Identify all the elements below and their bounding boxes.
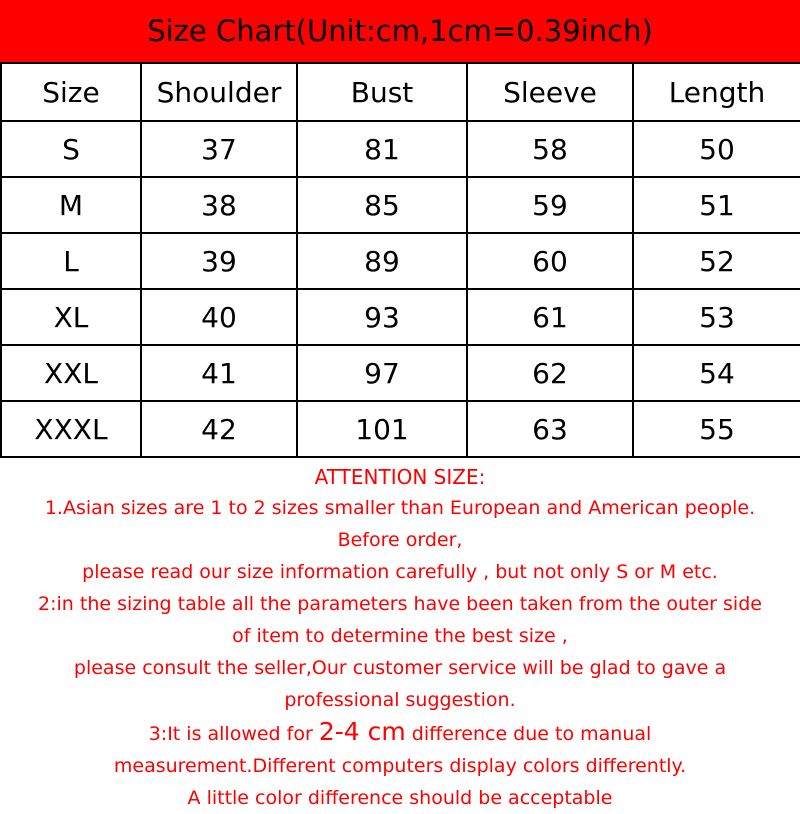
attention-final-line-2: A little color difference should be acceptable [187, 787, 613, 809]
table-row [1, 345, 800, 401]
cell-shoulder: 42 [141, 401, 297, 457]
cell-size: XXXL [1, 401, 141, 457]
cell-bust: 97 [297, 345, 467, 401]
column-header-length: Length [633, 63, 800, 121]
cell-shoulder: 39 [141, 233, 297, 289]
cell-length: 52 [633, 233, 800, 289]
attention-line-1: 1.Asian sizes are 1 to 2 sizes smaller than European and American people. [44, 497, 756, 519]
cell-sleeve: 59 [467, 177, 633, 233]
cell-bust: 81 [297, 121, 467, 177]
attention-manual-line [0, 716, 800, 750]
cell-size: XL [1, 289, 141, 345]
cell-size: L [1, 233, 141, 289]
column-header-shoulder: Shoulder [141, 63, 297, 121]
page-title: Size Chart(Unit:cm,1cm=0.39inch) [0, 0, 800, 62]
column-header-bust: Bust [297, 63, 467, 121]
cell-bust: 89 [297, 233, 467, 289]
cell-bust: 85 [297, 177, 467, 233]
column-header-sleeve: Sleeve [467, 63, 633, 121]
cell-bust: 93 [297, 289, 467, 345]
cell-length: 55 [633, 401, 800, 457]
cell-length: 54 [633, 345, 800, 401]
cell-shoulder: 38 [141, 177, 297, 233]
cell-length: 53 [633, 289, 800, 345]
cell-sleeve: 63 [467, 401, 633, 457]
cell-sleeve: 61 [467, 289, 633, 345]
cell-length: 50 [633, 121, 800, 177]
cell-size: S [1, 121, 141, 177]
cell-sleeve: 60 [467, 233, 633, 289]
table-header-row [1, 63, 800, 121]
cell-bust: 101 [297, 401, 467, 457]
manual-suffix: difference due to manual [405, 723, 652, 745]
table-row [1, 289, 800, 345]
table-row [1, 121, 800, 177]
cell-shoulder: 37 [141, 121, 297, 177]
size-chart-table [0, 62, 800, 458]
table-row [1, 401, 800, 457]
attention-line-6: please consult the seller,Our customer service will be glad to gave a [73, 657, 727, 679]
table-row [1, 233, 800, 289]
cell-size: XXL [1, 345, 141, 401]
cell-shoulder: 41 [141, 345, 297, 401]
attention-line-2: Before order, [337, 529, 463, 551]
attention-note [0, 458, 800, 814]
attention-line-3: please read our size information carefully , but not only S or M etc. [82, 561, 718, 583]
cell-size: M [1, 177, 141, 233]
cell-sleeve: 58 [467, 121, 633, 177]
attention-final-line-1: measurement.Different computers display colors differently. [113, 755, 687, 777]
cell-sleeve: 62 [467, 345, 633, 401]
attention-heading: ATTENTION SIZE: [314, 465, 486, 489]
cell-shoulder: 40 [141, 289, 297, 345]
table-row [1, 177, 800, 233]
attention-line-7: professional suggestion. [284, 689, 516, 711]
attention-line-4: 2:in the sizing table all the parameters have been taken from the outer side [38, 593, 762, 615]
manual-prefix: 3:It is allowed for [148, 723, 319, 745]
manual-emphasis: 2-4 cm [318, 717, 406, 746]
column-header-size: Size [1, 63, 141, 121]
attention-line-5: of item to determine the best size , [232, 625, 568, 647]
cell-length: 51 [633, 177, 800, 233]
